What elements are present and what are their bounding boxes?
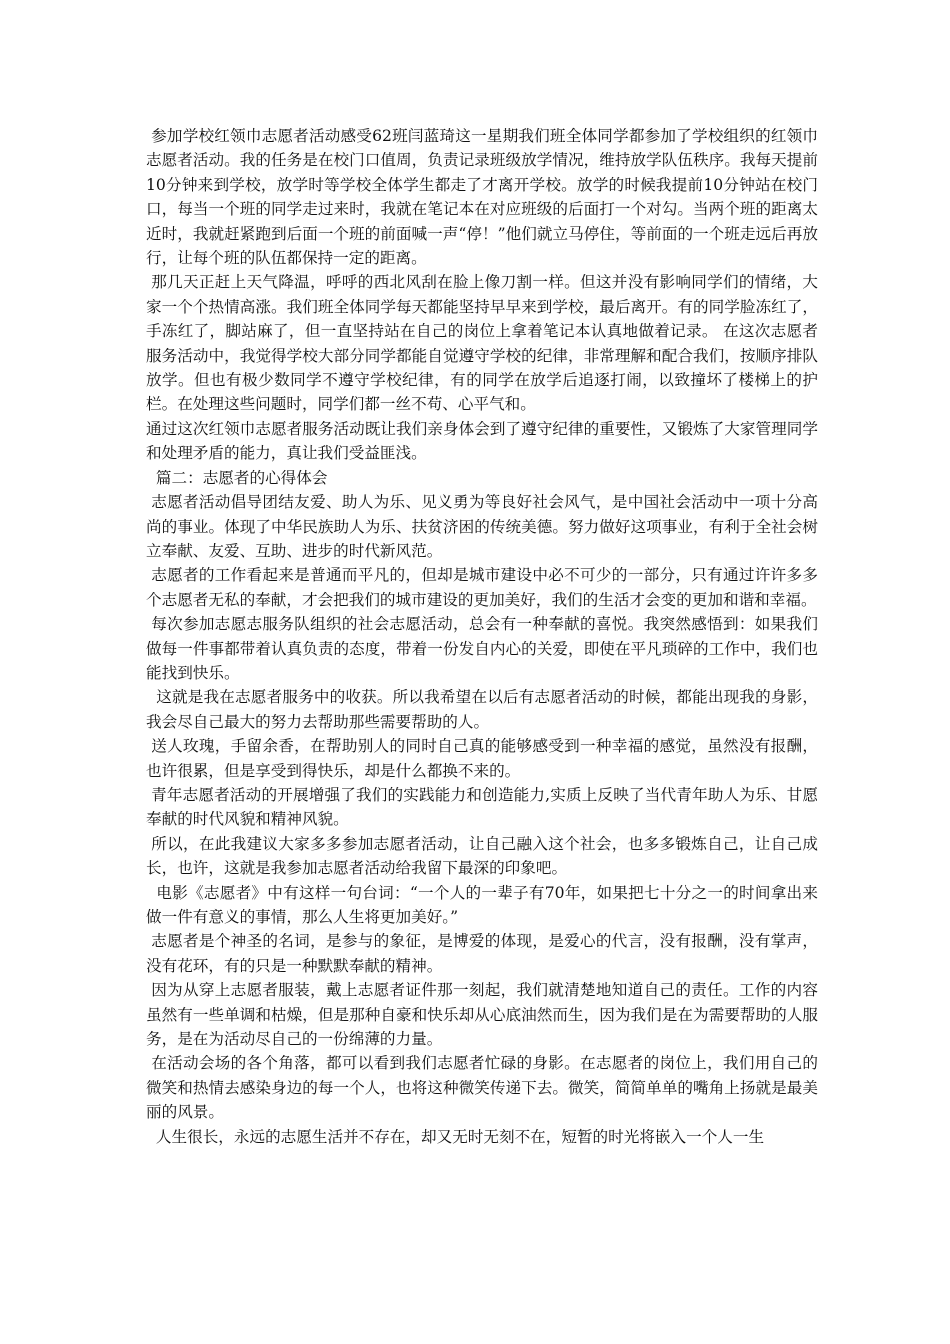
- paragraph: 送人玫瑰，手留余香，在帮助别人的同时自己真的能够感受到一种幸福的感觉，虽然没有报酬，也许很累，但是享受到得快乐，却是什么都换不来的。: [146, 737, 818, 780]
- paragraph-quote: 电影《志愿者》中有这样一句台词：“一个人的一辈子有70年，如果把七十分之一的时间拿出来做一件有意义的事情，那么人生将更加美好。”: [146, 883, 818, 926]
- paragraph: 每次参加志愿志服务队组织的社会志愿活动，总会有一种奉献的喜悦。我突然感悟到：如果我们做每一件事都带着认真负责的态度，带着一份发自内心的关爱，即使在平凡琐碎的工作中，我们也能找到快乐。: [146, 615, 818, 682]
- paragraph-truncated: 人生很长，永远的志愿生活并不存在，却又无时无刻不在，短暂的时光将嵌入一个人一生: [146, 1127, 765, 1146]
- paragraph: 这就是我在志愿者服务中的收获。所以我希望在以后有志愿者活动的时候，都能出现我的身影，我会尽自己最大的努力去帮助那些需要帮助的人。: [146, 688, 818, 731]
- paragraph: 志愿者的工作看起来是普通而平凡的，但却是城市建设中必不可少的一部分，只有通过许许多多个志愿者无私的奉献，才会把我们的城市建设的更加美好，我们的生活才会变的更加和谐和幸福。: [146, 566, 818, 609]
- paragraph-weather: 那几天正赶上天气降温，呼呼的西北风刮在脸上像刀割一样。但这并没有影响同学们的情绪，大家一个个热情高涨。我们班全体同学每天都能坚持早早来到学校，最后离开。有的同学脸冻红了，手冻红了，脚站麻了，但一直坚持站在自己的岗位上拿着笔记本认真地做着记录。 在这次志愿者服务活动中，我觉得学校大部分同学都能自觉遵守学校的纪律，非常理解和配合我们，按顺序排队放学。但也有极少数同学不遵守学校纪律，有的同学在放学后追逐打闹，以致撞坏了楼梯上的护栏。在处理这些问题时，同学们都一丝不苟、心平气和。: [146, 273, 818, 414]
- paragraph: 在活动会场的各个角落，都可以看到我们志愿者忙碌的身影。在志愿者的岗位上，我们用自己的微笑和热情去感染身边的每一个人，也将这种微笑传递下去。微笑，简简单单的嘴角上扬就是最美丽的风景。: [146, 1054, 818, 1122]
- paragraph-conclusion: 通过这次红领巾志愿者服务活动既让我们亲身体会到了遵守纪律的重要性，又锻炼了大家管理同学和处理矛盾的能力，真让我们受益匪浅。: [146, 419, 818, 463]
- document-page: [146, 124, 818, 1149]
- paragraph: 志愿者是个神圣的名词，是参与的象征，是博爱的体现，是爱心的代言，没有报酬，没有掌声，没有花环，有的只是一种默默奉献的精神。: [146, 932, 818, 975]
- paragraph: 志愿者活动倡导团结友爱、助人为乐、见义勇为等良好社会风气，是中国社会活动中一项十分高尚的事业。体现了中华民族助人为乐、扶贫济困的传统美德。努力做好这项事业，有利于全社会树立奉献、友爱、互助、进步的时代新风范。: [146, 493, 818, 560]
- paragraph: 所以，在此我建议大家多多参加志愿者活动，让自己融入这个社会，也多多锻炼自己，让自己成长，也许，这就是我参加志愿者活动给我留下最深的印象吧。: [146, 834, 818, 878]
- paragraph: 青年志愿者活动的开展增强了我们的实践能力和创造能力,实质上反映了当代青年助人为乐、甘愿奉献的时代风貌和精神风貌。: [146, 785, 818, 829]
- section-heading: 篇二：志愿者的心得体会: [146, 468, 328, 487]
- paragraph-intro: 参加学校红领巾志愿者活动感受62班闫蓝琦这一星期我们班全体同学都参加了学校组织的红领巾志愿者活动。我的任务是在校门口值周，负责记录班级放学情况，维持放学队伍秩序。我每天提前10分钟来到学校，放学时等学校全体学生都走了才离开学校。放学的时候我提前10分钟站在校门口，每当一个班的同学走过来时，我就在笔记本在对应班级的后面打一个对勾。当两个班的距离太近时，我就赶紧跑到后面一个班的前面喊一声“停！”他们就立马停住，等前面的一个班走远后再放行，让每个班的队伍都保持一定的距离。: [146, 127, 819, 268]
- paragraph: 因为从穿上志愿者服装，戴上志愿者证件那一刻起，我们就清楚地知道自己的责任。工作的内容虽然有一些单调和枯燥，但是那种自豪和快乐却从心底油然而生，因为我们是在为需要帮助的人服务，是在为活动尽自己的一份绵薄的力量。: [146, 981, 818, 1049]
